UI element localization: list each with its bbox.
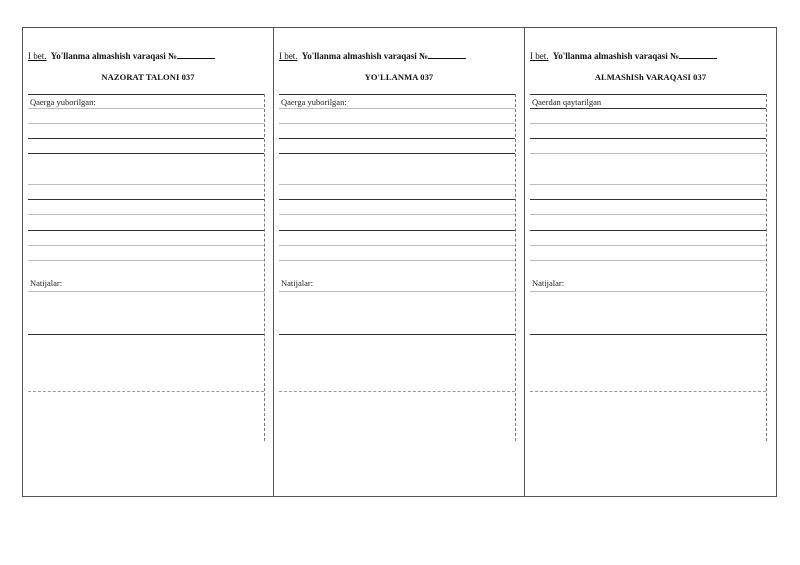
form-line xyxy=(28,94,264,95)
destination-label: Qaerga yuborilgan: xyxy=(281,97,347,107)
form-line[interactable] xyxy=(279,334,515,335)
form-line[interactable] xyxy=(28,214,264,215)
panel-exchange-sheet xyxy=(525,28,776,496)
form-line[interactable] xyxy=(279,138,515,139)
form-line[interactable] xyxy=(28,260,264,261)
form-sheet xyxy=(22,27,777,497)
form-line[interactable] xyxy=(530,245,766,246)
form-line[interactable] xyxy=(28,230,264,231)
form-line[interactable] xyxy=(530,391,766,392)
form-line[interactable] xyxy=(530,184,766,185)
form-line[interactable] xyxy=(279,230,515,231)
form-line[interactable] xyxy=(279,184,515,185)
form-line[interactable] xyxy=(530,230,766,231)
header-title: Yo'llanma almashish varaqasi № xyxy=(552,51,680,61)
form-line[interactable] xyxy=(279,391,515,392)
form-line[interactable] xyxy=(28,291,264,292)
form-line[interactable] xyxy=(279,291,515,292)
return-source-label: Qaerdan qaytarilgan xyxy=(532,97,602,107)
form-line[interactable] xyxy=(530,108,766,109)
number-blank-field[interactable] xyxy=(679,50,717,59)
form-line[interactable] xyxy=(279,260,515,261)
form-line[interactable] xyxy=(530,214,766,215)
panel-referral xyxy=(274,28,525,496)
panel-header xyxy=(530,50,770,61)
number-blank-field[interactable] xyxy=(177,50,215,59)
form-line[interactable] xyxy=(28,334,264,335)
page-mark: I bet. xyxy=(530,51,549,61)
form-line[interactable] xyxy=(28,199,264,200)
page-mark: I bet. xyxy=(28,51,47,61)
form-line[interactable] xyxy=(28,184,264,185)
results-label: Natijalar: xyxy=(532,278,565,288)
panel-title: YO'LLANMA 037 xyxy=(364,72,434,82)
destination-label: Qaerga yuborilgan: xyxy=(30,97,96,107)
header-title: Yo'llanma almashish varaqasi № xyxy=(50,51,178,61)
form-line[interactable] xyxy=(28,138,264,139)
form-line xyxy=(279,94,515,95)
form-line[interactable] xyxy=(279,123,515,124)
form-line[interactable] xyxy=(530,199,766,200)
form-line[interactable] xyxy=(279,245,515,246)
panel-header xyxy=(28,50,268,61)
form-line[interactable] xyxy=(530,334,766,335)
form-line[interactable] xyxy=(530,153,766,154)
form-line[interactable] xyxy=(530,123,766,124)
panel-title: NAZORAT TALONI 037 xyxy=(101,72,195,82)
header-title: Yo'llanma almashish varaqasi № xyxy=(301,51,429,61)
form-line xyxy=(530,94,766,95)
page-mark: I bet. xyxy=(279,51,298,61)
form-line[interactable] xyxy=(530,260,766,261)
panel-control-slip xyxy=(23,28,274,496)
form-area xyxy=(28,94,265,441)
panel-header xyxy=(279,50,519,61)
form-line[interactable] xyxy=(279,199,515,200)
form-line[interactable] xyxy=(28,108,264,109)
form-area xyxy=(279,94,516,441)
panel-title: ALMAShISh VARAQASI 037 xyxy=(594,72,707,82)
results-label: Natijalar: xyxy=(281,278,314,288)
form-line[interactable] xyxy=(530,291,766,292)
form-line[interactable] xyxy=(279,108,515,109)
form-line[interactable] xyxy=(279,214,515,215)
number-blank-field[interactable] xyxy=(428,50,466,59)
form-line[interactable] xyxy=(28,153,264,154)
results-label: Natijalar: xyxy=(30,278,63,288)
form-line[interactable] xyxy=(28,123,264,124)
form-line[interactable] xyxy=(530,138,766,139)
form-line[interactable] xyxy=(279,153,515,154)
form-area xyxy=(530,94,767,441)
form-line[interactable] xyxy=(28,391,264,392)
form-line[interactable] xyxy=(28,245,264,246)
